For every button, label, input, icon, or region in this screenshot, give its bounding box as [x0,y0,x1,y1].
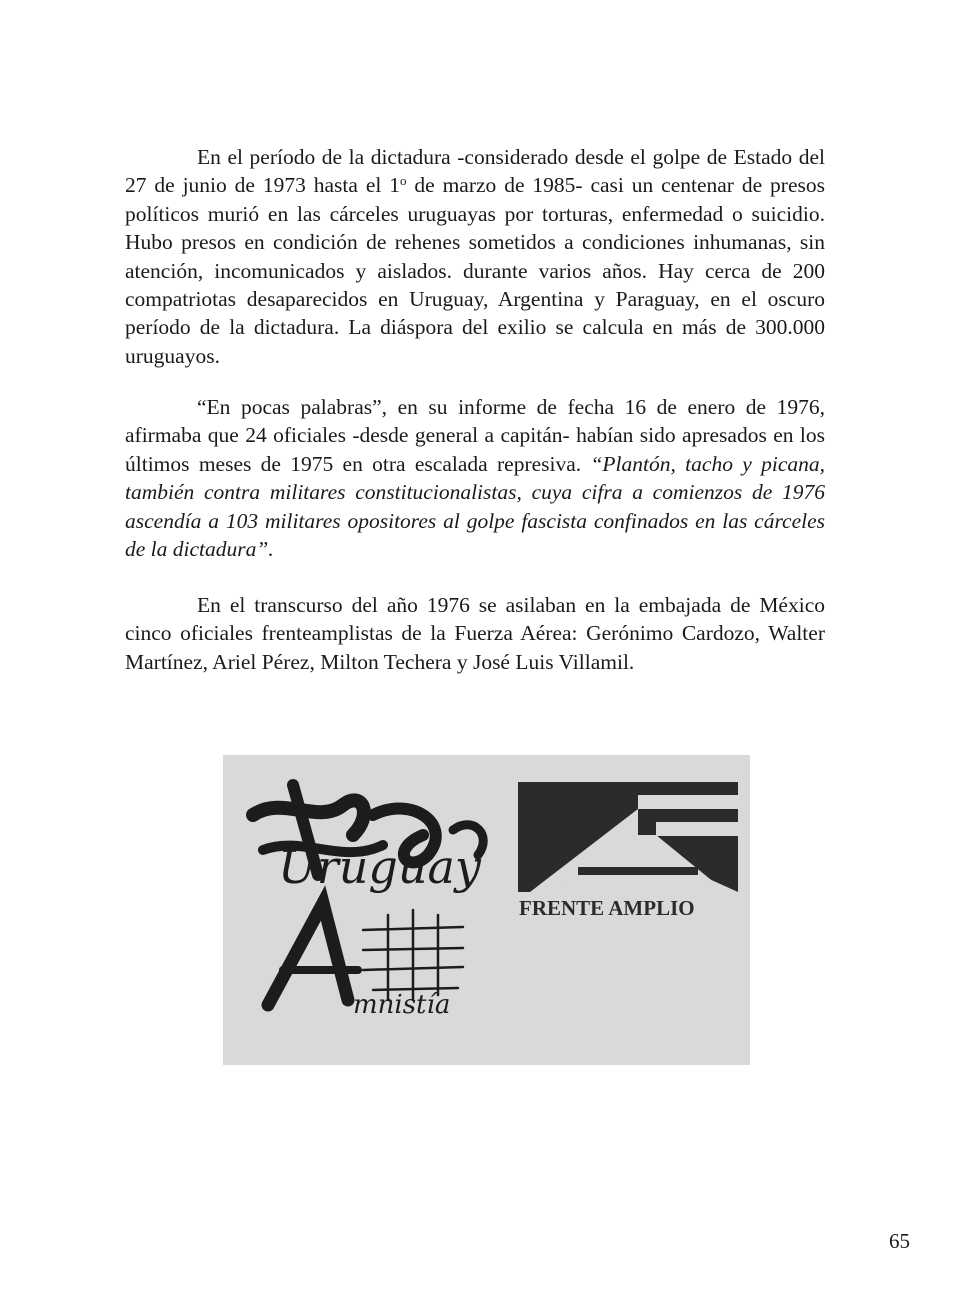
paragraph-3-text: En el transcurso del año 1976 se asilaban en la embajada de México cinco oficiales frenteamplistas de la Fuerza Aérea: Gerónimo Cardozo, Walter Martínez, Ariel Pérez, Milton Techera y José Luis Villamil. [125,593,825,674]
paragraph-1 [125,143,825,370]
paragraph-1-text-b: de marzo de 1985- casi un centenar de presos políticos murió en las cárceles uruguayas por torturas, enfermedad o suicidio. Hubo presos en condición de rehenes sometidos a condiciones inhumanas, sin atención, incomunicados y aislados. durante varios años. Hay cerca de 200 compatriotas desaparecidos en Uruguay, Argentina y Paraguay, en el oscuro período de la dictadura. La diáspora del exilio se calcula en más de 300.000 uruguayos. [125,173,825,368]
paragraph-1-text-a: En el período de la dictadura -considerado desde el golpe de Estado del 27 de junio de 1973 hasta el 1 [125,145,825,198]
paragraph-2-text: “En pocas palabras”, en su informe de fecha 16 de enero de 1976, afirmaba que 24 oficiales -desde general a capitán- habían sido apresados en los últimos meses de 1975 en otra escalada represiva. [125,395,825,476]
page-number: 65 [889,1229,910,1253]
handwritten-uruguay: Uruguay [278,840,481,894]
amnesty-frente-amplio-image [223,755,750,1065]
frente-amplio-text: FRENTE AMPLIO [519,896,695,920]
paragraph-2 [125,393,825,563]
ordinal-superscript: o [400,173,407,189]
paragraph-2-quote: “Plantón, tacho y picana, también contra militares constitucionalistas, cuya cifra a comienzos de 1976 ascendía a 103 militares opositores al golpe fascista confinados en las cárceles de la dictadura”. [125,451,825,562]
frente-amplio-logo [518,782,738,892]
handwritten-amnistia: mnistía [353,990,451,1020]
paragraph-3 [125,591,825,676]
